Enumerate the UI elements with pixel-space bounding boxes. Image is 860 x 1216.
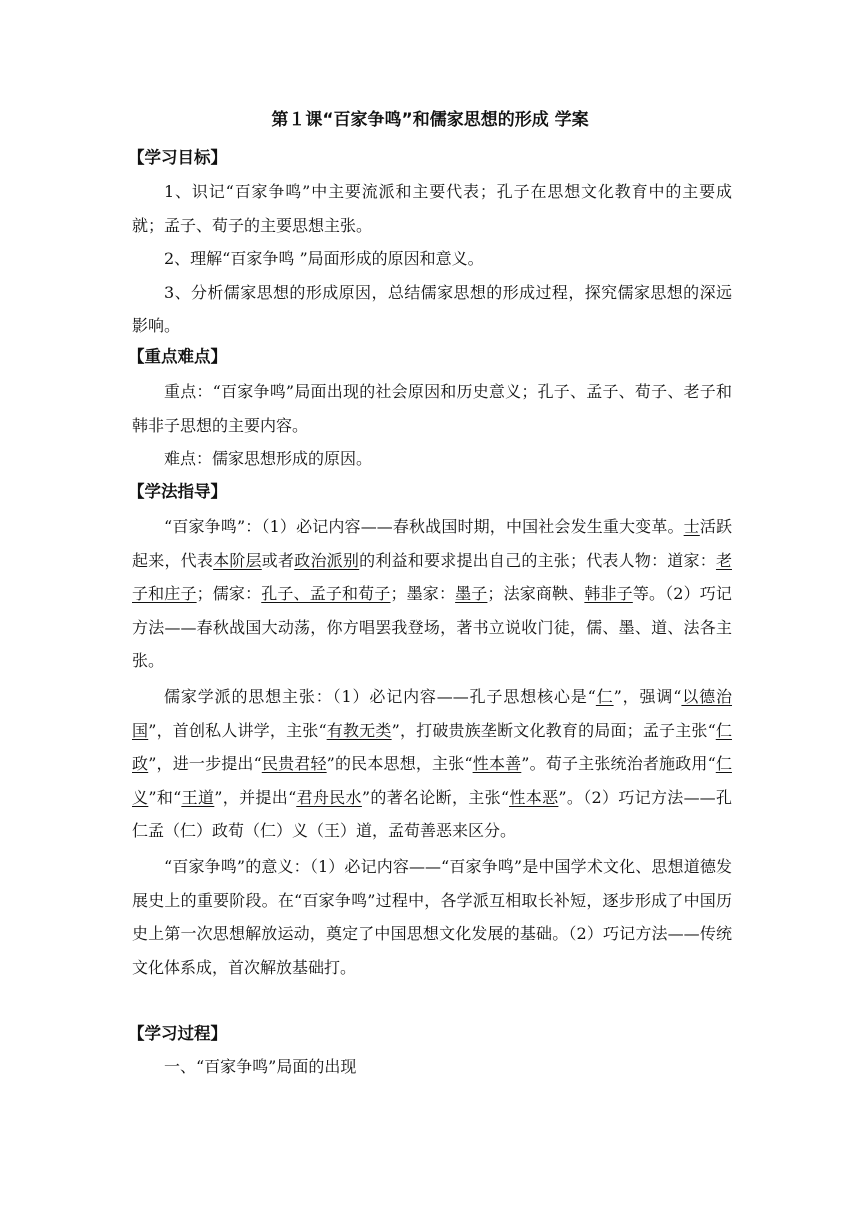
heading-objectives: 【学习目标】 (128, 148, 227, 167)
underlined-term: 性本恶 (509, 787, 559, 807)
underlined-term: 士 (683, 517, 700, 536)
text-run: 活跃起来，代表 (132, 517, 732, 570)
objective-item-3: 3、分析儒家思想的形成原因，总结儒家思想的形成过程，探究儒家思想的深远影响。 (132, 282, 732, 336)
key-difficulty-text: 难点：儒家思想形成的原因。 (164, 449, 373, 469)
text-run: 或者 (261, 550, 295, 570)
process-block (132, 1050, 732, 1084)
text-run: ”的民本思想，主张“ (326, 754, 473, 774)
underlined-term: 王道 (181, 787, 215, 807)
underlined-term: 民贵君轻 (261, 754, 327, 774)
text-run: 等。（2）巧记方法——春秋战国大动荡，你方唱罢我登场，著书立说收门徒，儒、墨、道、法各主张。 (132, 584, 732, 671)
text-run: ”的著名论断，主张“ (361, 787, 510, 807)
text-run: ”。（2）巧记方法——孔仁孟（仁）政荀（仁）义（王）道，孟荀善恶来区分。 (132, 787, 732, 841)
heading-process: 【学习过程】 (128, 1024, 227, 1043)
underlined-term: 性本善 (472, 754, 522, 774)
text-run: ；儒家： (196, 584, 262, 604)
heading-method: 【学法指导】 (128, 482, 227, 501)
underlined-term: 君舟民水 (296, 787, 362, 807)
text-run: 儒家学派的思想主张：（1）必记内容——孔子思想核心是“ (164, 686, 596, 706)
text-run: ；墨家： (390, 584, 456, 604)
text-run: ”。荀子主张统治者施政用“ (521, 754, 716, 774)
key-focus-text: 重点：“百家争鸣”局面出现的社会原因和历史意义；孔子、孟子、荀子、老子和韩非子思想的主要内容。 (132, 382, 732, 435)
method-paragraph-confucian (132, 680, 732, 848)
underlined-term: 以德治国 (132, 686, 732, 740)
text-run: ”，打破贵族垄断文化教育的局面；孟子主张“ (391, 720, 716, 740)
key-points-block (132, 375, 732, 476)
text-run: ”，首创私人讲学，主张“ (148, 720, 327, 740)
document-title: 第１课“百家争鸣”和儒家思想的形成 学案 (271, 110, 589, 130)
underlined-term: 孔子、孟子和荀子 (261, 584, 391, 604)
text-run: “百家争鸣”：（1）必记内容——春秋战国时期，中国社会发生重大变革。 (164, 517, 684, 536)
text-run: ”和“ (148, 787, 182, 807)
heading-key-points: 【重点难点】 (128, 347, 227, 366)
underlined-term: 仁 (595, 686, 614, 706)
underlined-term: 政治派别 (294, 550, 360, 570)
method-block (132, 510, 732, 984)
text-run: ；法家商鞅、 (487, 584, 585, 604)
objective-item-2: 2、理解“百家争鸣 ”局面形成的原因和意义。 (164, 249, 484, 269)
objective-item-1: 1、识记“百家争鸣”中主要流派和主要代表；孔子在思想文化教育中的主要成就；孟子、荀子的主要思想主张。 (132, 182, 732, 235)
underlined-term: 有教无类 (326, 720, 392, 740)
underlined-term: 韩非子 (584, 584, 633, 604)
underlined-term: 老子和庄子 (132, 550, 732, 604)
underlined-term: 仁义 (132, 754, 732, 807)
underlined-term: 本阶层 (213, 550, 262, 570)
method-paragraph-significance: “百家争鸣”的意义：（1）必记内容——“百家争鸣”是中国学术文化、思想道德发展史上的重要阶段。在“百家争鸣”过程中，各学派互相取长补短，逐步形成了中国历史上第一次思想解放运动，奠定了中国思想文化发展的基础。（2）巧记方法——传统文化体系成，首次解放基础打。 (132, 856, 732, 977)
process-item-1: 一、“百家争鸣”局面的出现 (164, 1057, 357, 1076)
text-run: ”，强调“ (613, 686, 682, 706)
text-run: ”，并提出“ (214, 787, 297, 807)
underlined-term: 仁政 (132, 720, 732, 774)
objectives-list (132, 175, 732, 343)
method-paragraph-hundred-schools (132, 510, 732, 678)
text-run: ”，进一步提出“ (148, 754, 262, 774)
underlined-term: 墨子 (455, 584, 488, 604)
text-run: 的利益和要求提出自己的主张；代表人物：道家： (359, 550, 716, 570)
